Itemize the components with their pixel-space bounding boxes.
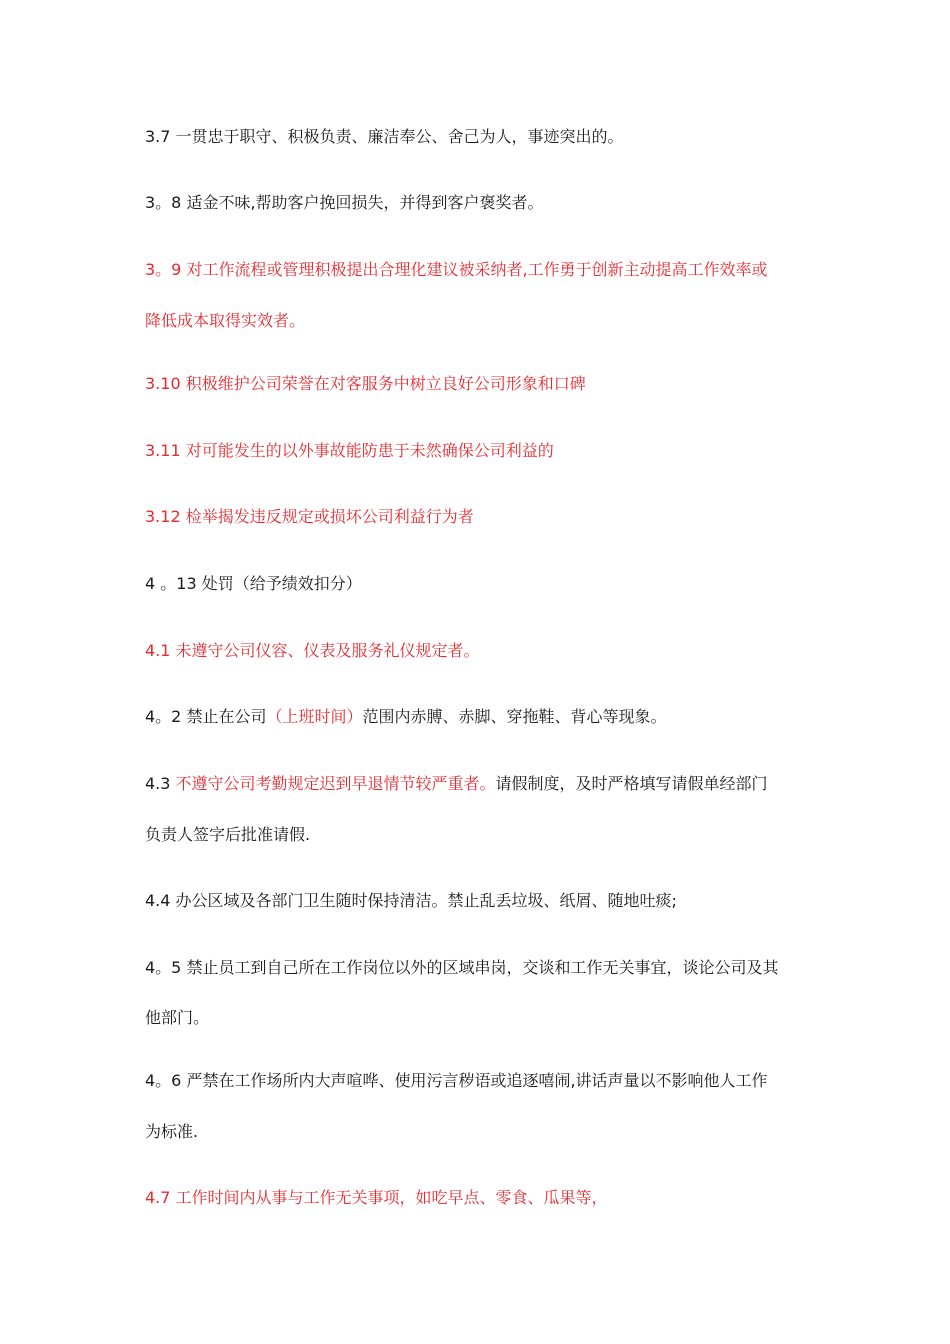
clause-4-5: 4。5 禁止员工到自己所在工作岗位以外的区域串岗，交谈和工作无关事宜，谈论公司及其	[145, 958, 779, 977]
clause-3-9-continued: 降低成本取得实效者。	[145, 311, 306, 330]
section-4-heading: 4 。13 处罚（给予绩效扣分）	[145, 574, 362, 593]
clause-4-7	[145, 1187, 608, 1209]
clause-4-6-continued: 为标准.	[145, 1122, 199, 1141]
clause-3-8: 3。8 适金不味,帮助客户挽回损失，并得到客户褒奖者。	[145, 193, 544, 212]
clause-4-4: 4.4 办公区域及各部门卫生随时保持清洁。禁止乱丢垃圾、纸屑、随地吐痰;	[145, 891, 677, 910]
clause-4-3	[145, 773, 768, 795]
clause-4-1: 4.1 未遵守公司仪容、仪表及服务礼仪规定者。	[145, 641, 480, 660]
clause-4-2-part-2: （上班时间）	[266, 707, 363, 726]
clause-4-3-part-2: 不遵守公司考勤规定迟到早退情节较严重者。	[175, 774, 496, 793]
clause-4-3-part-1: 4.3	[145, 774, 176, 793]
clause-4-5-continued: 他部门。	[145, 1008, 210, 1027]
clause-4-2-part-3: 范围内赤膊、赤脚、穿拖鞋、背心等现象。	[362, 707, 667, 726]
clause-4-7-part-1: 4.7	[145, 1188, 176, 1207]
clause-4-3-continued: 负责人签字后批准请假.	[145, 825, 311, 844]
clause-3-7: 3.7 一贯忠于职守、积极负责、廉洁奉公、舍己为人，事迹突出的。	[145, 127, 624, 146]
clause-3-12: 3.12 检举揭发违反规定或损坏公司利益行为者	[145, 507, 474, 526]
clause-4-6: 4。6 严禁在工作场所内大声喧哗、使用污言秽语或追逐嘻闹,讲话声量以不影响他人工作	[145, 1071, 768, 1090]
clause-3-10: 3.10 积极维护公司荣誉在对客服务中树立良好公司形象和口碑	[145, 374, 586, 393]
clause-4-2	[145, 706, 666, 728]
clause-4-2-part-1: 4。2 禁止在公司	[145, 707, 267, 726]
clause-4-3-part-3: 请假制度，及时严格填写请假单经部门	[495, 774, 768, 793]
clause-3-11: 3.11 对可能发生的以外事故能防患于未然确保公司利益的	[145, 441, 554, 460]
clause-4-7-part-2: 工作时间内从事与工作无关事项，如吃早点、零食、瓜果等，	[175, 1188, 608, 1207]
clause-3-9: 3。9 对工作流程或管理积极提出合理化建议被采纳者,工作勇于创新主动提高工作效率或	[145, 260, 768, 279]
